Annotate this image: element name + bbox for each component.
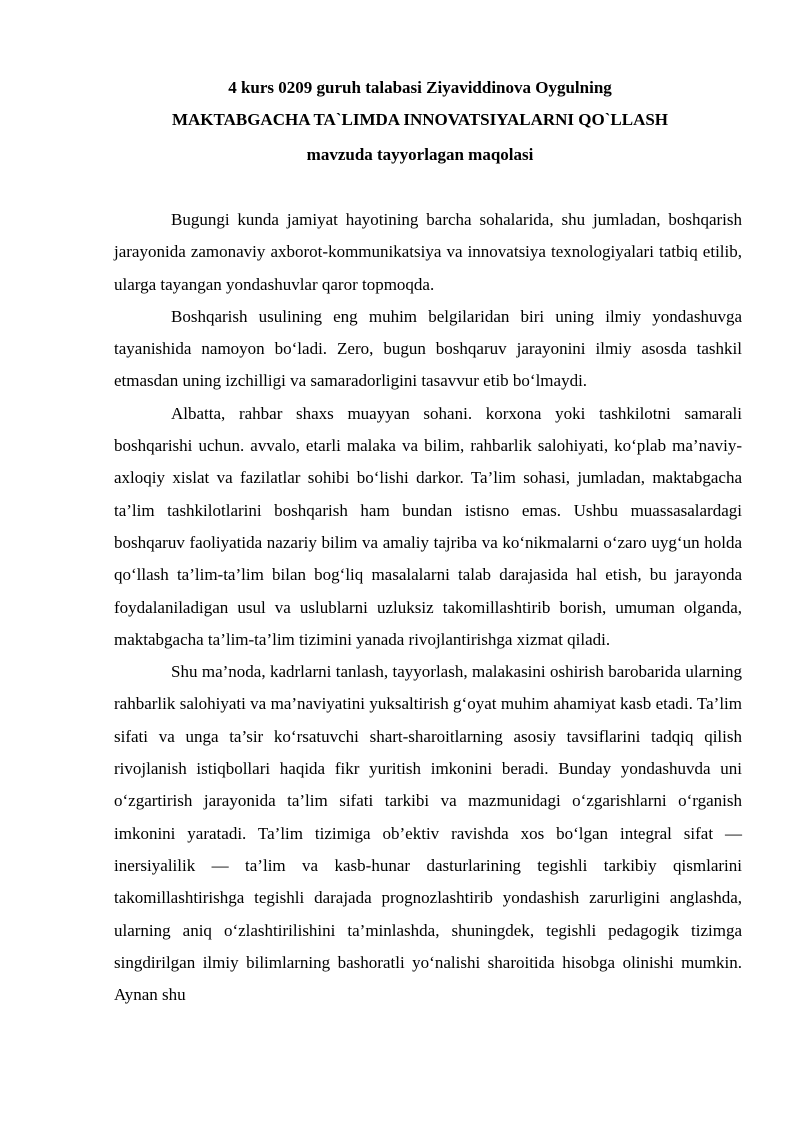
- paragraph-2: Boshqarish usulining eng muhim belgilaridan biri uning ilmiy yondashuvga tayanishida namoyon bo‘ladi. Zero, bugun boshqaruv jarayonini ilmiy asosda tashkil etmasdan uning izchilligi va samaradorligini tasavvur etib bo‘lmaydi.: [114, 306, 742, 391]
- paragraph-1: Bugungi kunda jamiyat hayotining barcha sohalarida, shu jumladan, boshqarish jarayonida zamonaviy axborot-kommunikatsiya va innovatsiya texnologiyalari tatbiq etilib, ularga tayangan yondashuvlar qaror topmoqda.: [114, 210, 742, 294]
- author-line: 4 kurs 0209 guruh talabasi Ziyaviddinova Oygulning: [228, 78, 612, 97]
- paragraph-4: Shu ma’noda, kadrlarni tanlash, tayyorlash, malakasini oshirish barobarida ularning rahbarlik salohiyati va ma’naviyatini yuksaltirish g‘oyat muhim ahamiyat kasb etadi. Ta’lim sifati va unga ta’sir ko‘rsatuvchi shart-sharoitlarning asosiy tavsiflarini tadqiq qilish rivojlanish istiqbollari haqida fikr yuritish imkonini beradi. Bunday yondashuvda uni o‘zgartirish jarayonida ta’lim sifati tarkibi va mazmunidagi o‘zgarishlarni o‘rganish imkonini yaratadi. Ta’lim tizimiga ob’ektiv ravishda xos bo‘lgan integral sifat — inersiyalilik — ta’lim va kasb-hunar dasturlarining tegishli tarkibiy qismlarini takomillashtirishga tegishli darajada prognozlashtirib yondashish zarurligini anglashda, ularning aniq o‘zlashtirilishini ta’minlashda, shuningdek, tegishli pedagogik tizimga singdirilgan ilmiy bilimlarning bashoratli yo‘nalishi sharoitida hisobga olinishi mumkin. Aynan shu: [114, 662, 742, 1005]
- article-body: [114, 204, 742, 1011]
- article-subtitle: mavzuda tayyorlagan maqolasi: [306, 145, 534, 164]
- paragraph-3: Albatta, rahbar shaxs muayyan sohani. korxona yoki tashkilotni samarali boshqarishi uchun. avvalo, etarli malaka va bilim, rahbarlik salohiyati, ko‘plab ma’naviy-axloqiy xislat va fazilatlar sohibi bo‘lishi darkor. Ta’lim sohasi, jumladan, maktabgacha ta’lim tashkilotlarini boshqarish ham bundan istisno emas. Ushbu muassasalardagi boshqaruv faoliyatida nazariy bilim va amaliy tajriba va ko‘nikmalarni o‘zaro uyg‘un holda qo‘llash ta’lim-ta’lim bilan bog‘liq masalalarni talab darajasida hal etish, bu jarayonda foydalaniladigan usul va uslublarni uzluksiz takomillashtirib borish, umuman olganda, maktabgacha ta’lim-ta’lim tizimini yanada rivojlantirishga xizmat qiladi.: [114, 403, 742, 649]
- article-title: MAKTABGACHA TA`LIMDA INNOVATSIYALARNI QO`LLASH: [171, 110, 669, 129]
